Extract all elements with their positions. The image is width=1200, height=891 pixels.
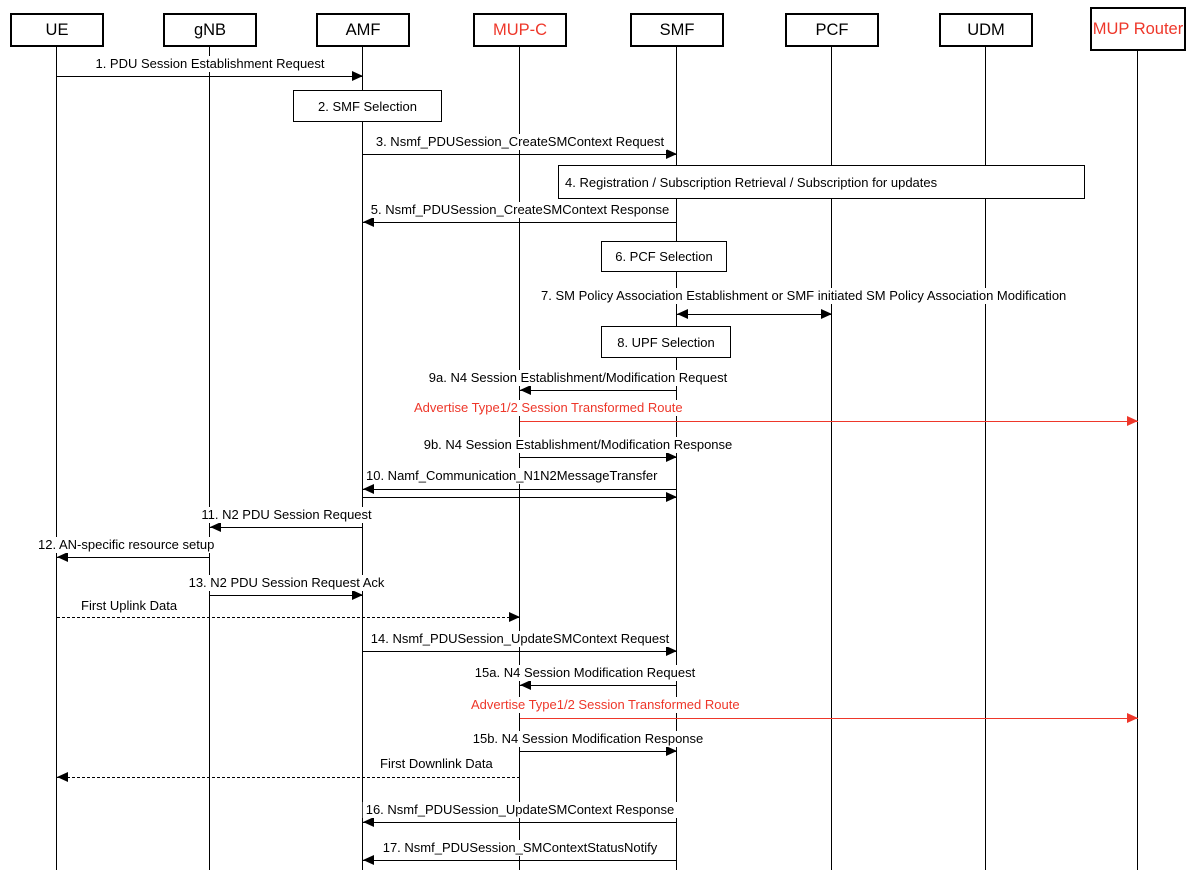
message-arrow [520,457,677,458]
message-arrow [210,527,363,528]
message-arrow [520,390,677,391]
arrowhead [1127,416,1138,426]
arrowhead [57,772,68,782]
arrowhead [520,680,531,690]
activity-label: 6. PCF Selection [615,249,713,264]
message-label: 11. N2 PDU Session Request [198,507,374,523]
activity-box [558,165,1085,199]
arrowhead [666,492,677,502]
message-label: 1. PDU Session Establishment Request [92,56,327,72]
actor-label: UDM [967,20,1005,39]
actor-box-amf [316,13,410,47]
actor-label: SMF [659,20,695,39]
message-arrow [520,751,677,752]
message-arrow [363,222,677,223]
activity-box [601,241,727,272]
arrowhead [57,552,68,562]
actor-label: AMF [345,20,381,39]
message-arrow [677,314,832,315]
message-label: 7. SM Policy Association Establishment or SMF initiated SM Policy Association Modification [538,288,1069,304]
actor-box-mup-c [473,13,567,47]
message-label: 13. N2 PDU Session Request Ack [186,575,388,591]
arrowhead [821,309,832,319]
message-label: 12. AN-specific resource setup [35,537,217,553]
message-arrow [363,860,677,861]
actor-label: MUP Router [1092,19,1184,38]
arrowhead [352,590,363,600]
activity-box [293,90,442,122]
message-arrow [363,497,677,498]
arrowhead [363,817,374,827]
message-label: 9a. N4 Session Establishment/Modification Request [426,370,730,386]
arrowhead [666,452,677,462]
message-arrow [363,651,677,652]
message-arrow [57,557,210,558]
arrowhead [363,217,374,227]
activity-box [601,326,731,358]
message-arrow [520,421,1138,422]
actor-box-smf [630,13,724,47]
message-label: 15a. N4 Session Modification Request [472,665,698,681]
arrowhead [352,71,363,81]
message-label: 10. Namf_Communication_N1N2MessageTransfer [363,468,660,484]
actor-label: MUP-C [492,20,548,39]
lifeline-ue [56,45,57,870]
activity-label: 2. SMF Selection [318,98,417,114]
message-label: 15b. N4 Session Modification Response [470,731,707,747]
actor-label: gNB [193,20,227,39]
message-arrow [210,595,363,596]
actor-box-pcf [785,13,879,47]
message-label: 9b. N4 Session Establishment/Modification Response [421,437,736,453]
actor-label: PCF [815,20,849,39]
message-arrow [57,76,363,77]
arrowhead [509,612,520,622]
message-label: 5. Nsmf_PDUSession_CreateSMContext Response [368,202,672,218]
message-arrow [57,777,520,778]
message-arrow [520,685,677,686]
message-label: First Downlink Data [377,756,496,772]
actor-box-ue [10,13,104,47]
lifeline-amf [362,45,363,870]
message-arrow [520,718,1138,719]
actor-box-udm [939,13,1033,47]
arrowhead [666,746,677,756]
message-label: 3. Nsmf_PDUSession_CreateSMContext Request [373,134,667,150]
lifeline-gnb [209,45,210,870]
message-label: Advertise Type1/2 Session Transformed Route [411,400,686,416]
actor-label: UE [45,20,69,39]
arrowhead [363,855,374,865]
arrowhead [210,522,221,532]
activity-label: 8. UPF Selection [617,334,715,350]
message-label: 17. Nsmf_PDUSession_SMContextStatusNotify [380,840,661,856]
message-label: Advertise Type1/2 Session Transformed Route [468,697,743,713]
arrowhead [520,385,531,395]
lifeline-mup-router [1137,49,1138,870]
message-label: 14. Nsmf_PDUSession_UpdateSMContext Request [368,631,672,647]
message-label: 16. Nsmf_PDUSession_UpdateSMContext Response [363,802,678,818]
actor-box-mup-router [1090,7,1186,51]
actor-box-gnb [163,13,257,47]
message-label: First Uplink Data [78,598,180,614]
message-arrow [363,154,677,155]
activity-label: 4. Registration / Subscription Retrieval / Subscription for updates [565,174,938,190]
arrowhead [363,484,374,494]
arrowhead [666,149,677,159]
message-arrow [57,617,520,618]
arrowhead [1127,713,1138,723]
arrowhead [677,309,688,319]
arrowhead [666,646,677,656]
message-arrow [363,489,677,490]
message-arrow [363,822,677,823]
